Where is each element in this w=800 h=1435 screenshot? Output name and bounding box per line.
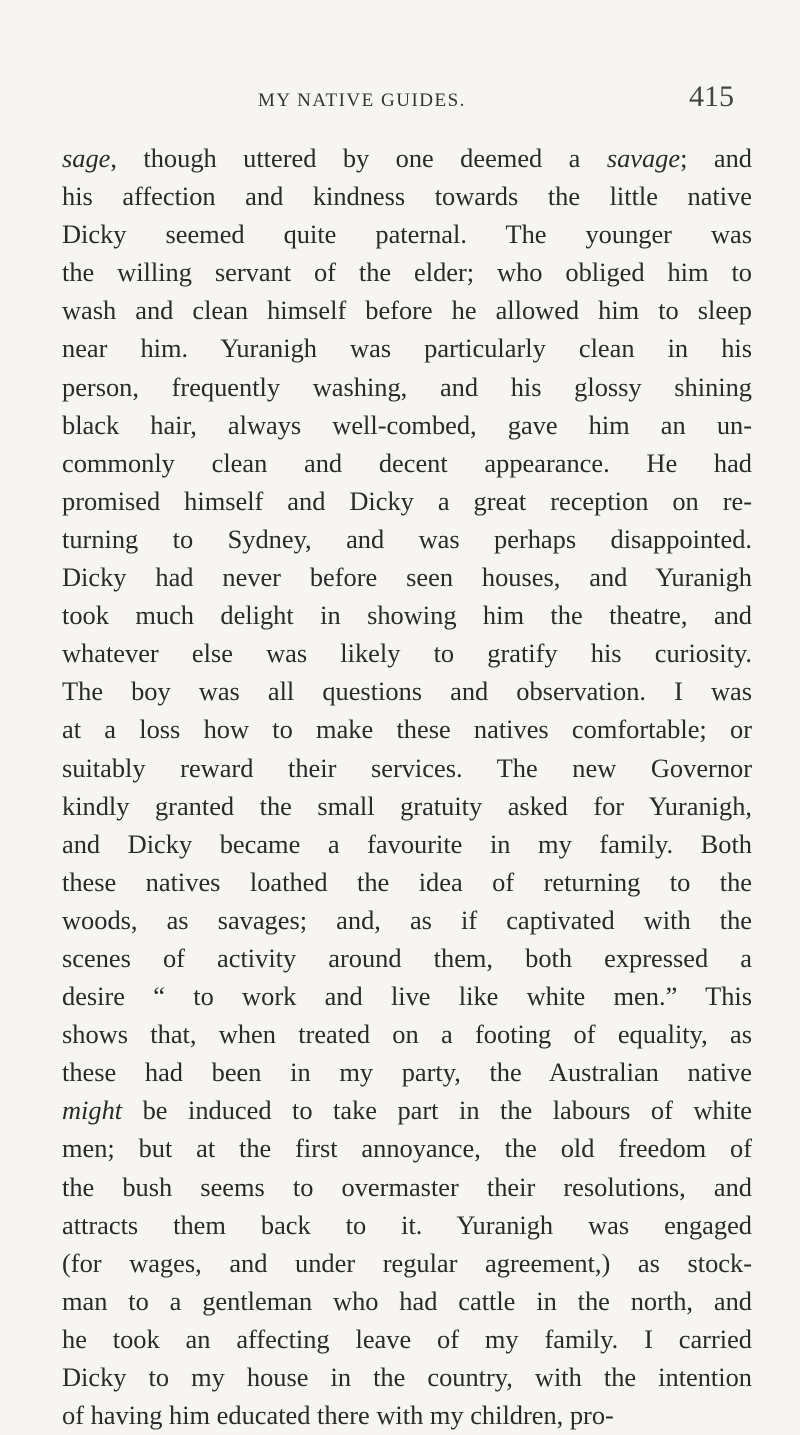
text-line: men; but at the first annoyance, the old freedom of (62, 1133, 752, 1164)
text-line: and Dicky became a favourite in my family. Both (62, 828, 752, 859)
text-line: Dicky to my house in the country, with the intention (62, 1362, 752, 1392)
text-line: wash and clean himself before he allowed him to sleep (62, 295, 752, 326)
page-header (0, 80, 800, 120)
text-line: he took an affecting leave of my family. I carried (62, 1323, 752, 1354)
text-line: attracts them back to it. Yuranigh was engaged (62, 1209, 752, 1240)
body-text (62, 139, 752, 1434)
text-line: these had been in my party, the Australian native (62, 1057, 752, 1088)
page-number: 415 (689, 80, 734, 113)
text-line: desire “ to work and live like white men.” This (62, 981, 752, 1012)
text-line: sage, though uttered by one deemed a savage; and (62, 143, 752, 173)
running-title: MY NATIVE GUIDES. (258, 90, 466, 111)
text-line: black hair, always well-combed, gave him an un- (62, 409, 752, 440)
text-line: the willing servant of the elder; who obliged him to (62, 257, 752, 288)
text-line: suitably reward their services. The new Governor (62, 752, 752, 783)
text-line: near him. Yuranigh was particularly clean in his (62, 333, 752, 364)
text-line: at a loss how to make these natives comfortable; or (62, 714, 752, 745)
text-line: took much delight in showing him the theatre, and (62, 600, 752, 631)
text-line: the bush seems to overmaster their resolutions, and (62, 1171, 752, 1202)
text-line: man to a gentleman who had cattle in the north, and (62, 1285, 752, 1316)
text-line: might be induced to take part in the labours of white (62, 1095, 752, 1126)
text-line: commonly clean and decent appearance. He had (62, 447, 752, 478)
text-line: promised himself and Dicky a great reception on re- (62, 485, 752, 516)
text-line: these natives loathed the idea of returning to the (62, 866, 752, 897)
text-line: his affection and kindness towards the little native (62, 181, 752, 212)
text-line: whatever else was likely to gratify his curiosity. (62, 638, 752, 669)
text-line: of having him educated there with my children, pro- (62, 1400, 614, 1431)
text-line: kindly granted the small gratuity asked for Yuranigh, (62, 790, 752, 821)
text-line: (for wages, and under regular agreement,) as stock- (62, 1247, 752, 1278)
text-line: woods, as savages; and, as if captivated with the (62, 904, 752, 935)
text-line: scenes of activity around them, both expressed a (62, 942, 752, 973)
text-line: person, frequently washing, and his glossy shining (62, 371, 752, 402)
text-line: The boy was all questions and observation. I was (62, 676, 752, 707)
text-line: Dicky seemed quite paternal. The younger was (62, 219, 752, 250)
text-line: turning to Sydney, and was perhaps disappointed. (62, 523, 752, 554)
text-line: shows that, when treated on a footing of equality, as (62, 1019, 752, 1050)
text-line: Dicky had never before seen houses, and Yuranigh (62, 562, 752, 593)
